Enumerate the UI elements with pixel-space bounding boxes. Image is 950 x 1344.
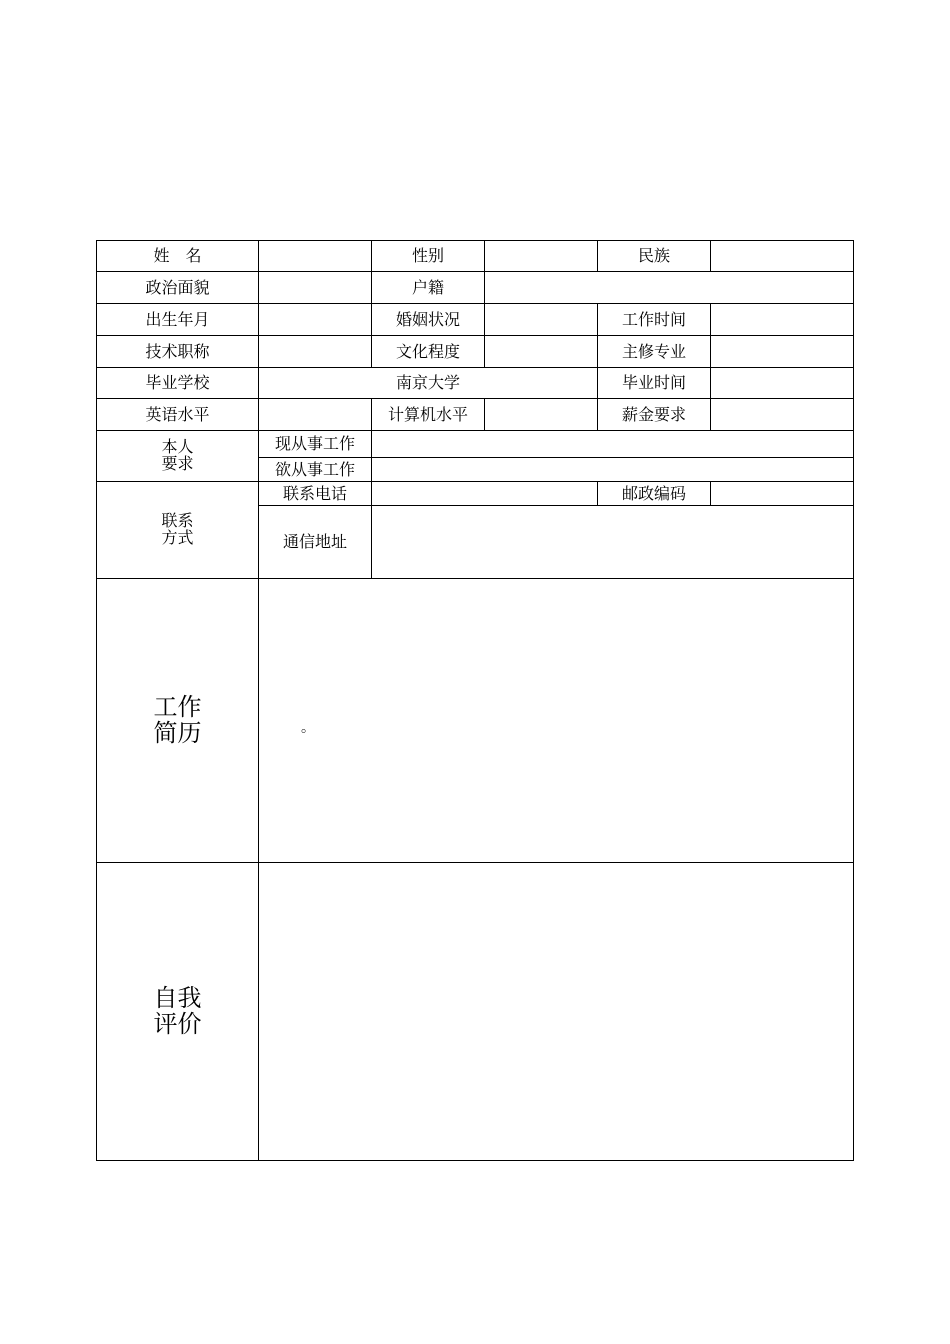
row-current-job [97, 431, 854, 458]
major-value[interactable] [711, 336, 854, 368]
household-value[interactable] [485, 272, 854, 304]
school-label: 毕业学校 [97, 368, 259, 399]
gender-value[interactable] [485, 241, 598, 272]
computer-label: 计算机水平 [372, 399, 485, 431]
current-job-value[interactable] [372, 431, 854, 458]
row-title [97, 336, 854, 368]
work-time-value[interactable] [711, 304, 854, 336]
phone-value[interactable] [372, 482, 598, 506]
education-label: 文化程度 [372, 336, 485, 368]
gender-label: 性别 [372, 241, 485, 272]
self-evaluation-label [97, 863, 259, 1161]
self-evaluation-label-line1: 自我 [153, 984, 202, 1013]
contact-label-line2: 方式 [161, 528, 194, 547]
major-label: 主修专业 [598, 336, 711, 368]
english-label: 英语水平 [97, 399, 259, 431]
political-value[interactable] [259, 272, 372, 304]
ethnicity-value[interactable] [711, 241, 854, 272]
education-value[interactable] [485, 336, 598, 368]
title-label: 技术职称 [97, 336, 259, 368]
marital-value[interactable] [485, 304, 598, 336]
english-value[interactable] [259, 399, 372, 431]
phone-label: 联系电话 [259, 482, 372, 506]
row-english [97, 399, 854, 431]
grad-time-label: 毕业时间 [598, 368, 711, 399]
address-label: 通信地址 [259, 506, 372, 579]
row-phone [97, 482, 854, 506]
work-time-label: 工作时间 [598, 304, 711, 336]
political-label: 政治面貌 [97, 272, 259, 304]
resume-form-table [96, 240, 854, 1161]
name-label: 姓 名 [97, 241, 259, 272]
school-value[interactable]: 南京大学 [259, 368, 598, 399]
birth-value[interactable] [259, 304, 372, 336]
work-history-mark: 。 [301, 720, 315, 736]
grad-time-value[interactable] [711, 368, 854, 399]
name-value[interactable] [259, 241, 372, 272]
requirements-label-line1: 本人 [161, 437, 194, 457]
marital-label: 婚姻状况 [372, 304, 485, 336]
row-name [97, 241, 854, 272]
requirements-label [97, 431, 259, 482]
row-self-evaluation [97, 863, 854, 1161]
work-history-label [97, 579, 259, 863]
self-evaluation-label-line2: 评价 [153, 1009, 202, 1038]
address-value[interactable] [372, 506, 854, 579]
salary-value[interactable] [711, 399, 854, 431]
ethnicity-label: 民族 [598, 241, 711, 272]
contact-label [97, 482, 259, 579]
computer-value[interactable] [485, 399, 598, 431]
current-job-label: 现从事工作 [259, 431, 372, 458]
row-school [97, 368, 854, 399]
desired-job-value[interactable] [372, 458, 854, 482]
birth-label: 出生年月 [97, 304, 259, 336]
household-label: 户籍 [372, 272, 485, 304]
postcode-value[interactable] [711, 482, 854, 506]
desired-job-label: 欲从事工作 [259, 458, 372, 482]
contact-label-line1: 联系 [161, 511, 194, 531]
work-history-label-line1: 工作 [153, 693, 202, 722]
postcode-label: 邮政编码 [598, 482, 711, 506]
requirements-label-line2: 要求 [161, 454, 194, 473]
row-birth [97, 304, 854, 336]
salary-label: 薪金要求 [598, 399, 711, 431]
self-evaluation-value[interactable] [259, 863, 854, 1161]
work-history-value[interactable] [259, 579, 854, 863]
work-history-label-line2: 简历 [153, 718, 202, 747]
title-value[interactable] [259, 336, 372, 368]
row-political [97, 272, 854, 304]
row-work-history [97, 579, 854, 863]
